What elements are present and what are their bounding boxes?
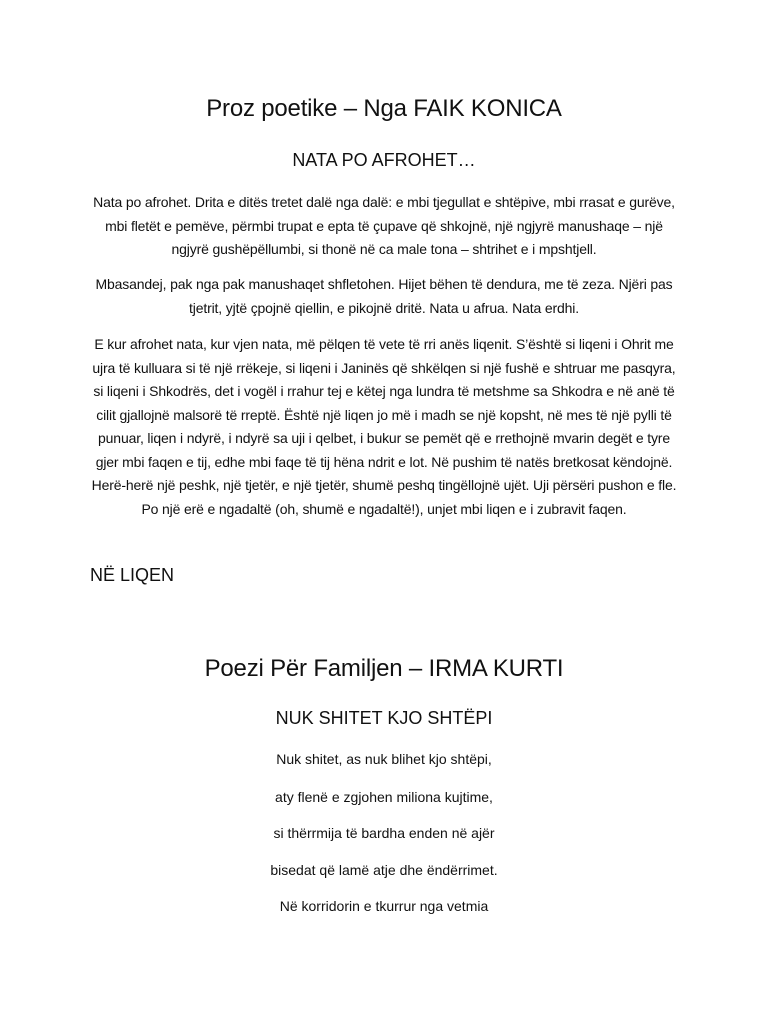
verse-line: aty flenë e zgjohen miliona kujtime, (275, 789, 493, 805)
section1-paragraph-3: E kur afrohet nata, kur vjen nata, më pëlqen të vete të rri anës liqenit. S’është si liqeni i Ohrit me ujra të kulluara si të një rrëkeje, si liqeni i Janinës që shkëlqen si një fushë e shtruar me pasqyra, si liqeni i Shkodrës, det i vogël i rrahur tej e këtej nga lundra të metshme sa Shkodra e në anë të cilit gjallojnë malsorë të rreptë. Është një liqen jo më i madh se një kopsht, në mes të një pylli të punuar, liqen i ndyrë, i ndyrë sa uji i qelbet, i bukur se pemët që e rrethojnë mvarin degët e tyre gjer mbi faqen e tij, edhe mbi faqe të tij hëna ndrit e lot. Në pushim të natës bretkosat këndojnë. Herë-herë një peshk, një tjetër, e një tjetër, shumë peshq tingëllojnë ujët. Uji përsëri pushon e fle. Po një erë e ngadaltë (oh, shumë e ngadaltë!), unjet mbi liqen e i zubravit faqen. (91, 336, 677, 517)
section2-title: Poezi Për Familjen – IRMA KURTI (204, 655, 564, 682)
verse-line: Në korridorin e tkurrur nga vetmia (279, 898, 489, 914)
section1-paragraph-1: Nata po afrohet. Drita e ditës tretet dalë nga dalë: e mbi tjegullat e shtëpive, mbi rrasat e gurëve, mbi fletët e pemëve, përmbi trupat e epta të çupave që shkojnë, një ngjyrë manushaqe – një ngjyrë gushëpëllumbi, si thonë në ca male tona – shtrihet e i mpshtjell. (93, 194, 675, 257)
section1-paragraph-2: Mbasandej, pak nga pak manushaqet shfletohen. Hijet bëhen të dendura, me të zeza. Njëri pas tjetrit, yjtë çpojnë qiellin, e pikojnë dritë. Nata u afrua. Nata erdhi. (95, 276, 673, 316)
verse-line: si thërrmija të bardha enden në ajër (273, 825, 495, 841)
section1-side-heading: NË LIQEN (90, 565, 175, 585)
verse-line: bisedat që lamë atje dhe ëndërrimet. (270, 862, 498, 878)
section1-title: Proz poetike – Nga FAIK KONICA (206, 95, 562, 122)
section2-subtitle: NUK SHITET KJO SHTËPI (275, 708, 493, 728)
verse-line: Nuk shitet, as nuk blihet kjo shtëpi, (276, 751, 492, 767)
section1-subtitle: NATA PO AFROHET… (292, 150, 476, 170)
